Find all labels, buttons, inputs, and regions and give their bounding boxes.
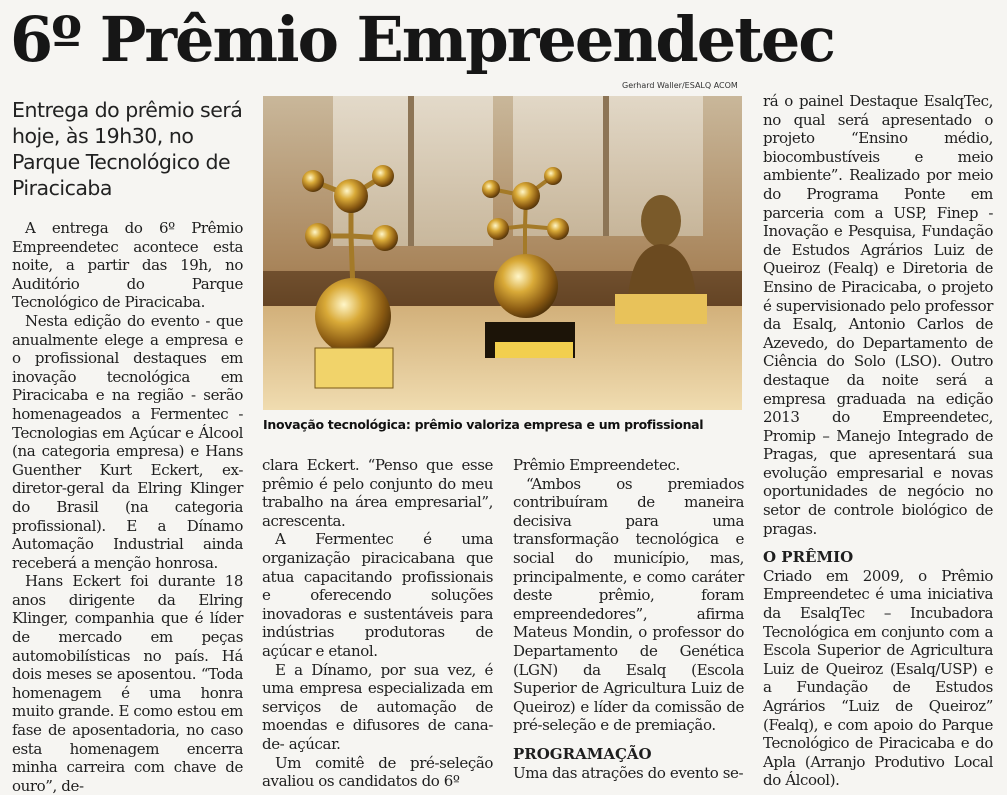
paragraph: A entrega do 6º Prêmio Empreendetec acontece esta noite, a partir das 19h, no Auditório do Parque Tecnológico de Piracicaba. xyxy=(12,219,243,312)
paragraph: rá o painel Destaque EsalqTec, no qual será apresentado o projeto “Ensino médio, biocombustíveis e meio ambiente”. Realizado por meio do Programa Ponte em parceria com a USP, Finep - Inovação e Pesquisa, Fundação de Estudos Agrários Luiz de Queiroz (Fealq) e Diretoria de Ensino de Piracicaba, o projeto é supervisionado pelo professor da Esalq, Antonio Carlos de Azevedo, do Departamento de Ciência do Solo (LSO). Outro destaque da noite será a empresa graduada na edição 2013 do Empreendetec, Promip – Manejo Integrado de Pragas, que apresentará sua evolução empresarial e novas oportunidades de negócio no setor de controle biológico de pragas. xyxy=(763,92,993,538)
paragraph: Prêmio Empreendetec. xyxy=(513,456,680,474)
paragraph: Hans Eckert foi durante 18 anos dirigente da Elring Klinger, companhia que é líder de mercado em peças automobilísticas no país. Há dois meses se aposentou. “Toda homenagem é uma honra muito grande. E como estou em fase de aposentadoria, no caso esta homenagem encerra minha carreira com chave de ouro”, de- xyxy=(12,572,243,795)
deck-subheadline: Entrega do prêmio será hoje, às 19h30, no Parque Tecnológico de Piracicaba xyxy=(12,98,243,200)
paragraph: Um comitê de pré-seleção avaliou os candidatos do 6º xyxy=(262,753,493,791)
paragraph: A Fermentec é uma organização piracicabana que atua capacitando profissionais e oferecendo soluções inovadoras e sustentáveis para indústrias produtoras de açúcar e etanol. xyxy=(262,530,493,660)
headline: 6º Prêmio Empreendetec xyxy=(10,3,835,76)
column-1 xyxy=(12,219,243,795)
trophy-photo xyxy=(263,96,742,410)
column-3 xyxy=(513,456,744,782)
photo-credit: Gerhard Waller/ESALQ ACOM xyxy=(622,81,738,90)
caption-rest: : prêmio valoriza empresa e um profissional xyxy=(405,417,704,432)
photo-caption xyxy=(263,417,753,433)
section-heading-programacao: PROGRAMAÇÃO xyxy=(513,744,652,763)
paragraph: E a Dínamo, por sua vez, é uma empresa especializada em serviços de automação de moendas e difusores de cana-de- açúcar. xyxy=(262,660,493,753)
paragraph: “Ambos os premiados contribuíram de maneira decisiva para uma transformação tecnológica e social do município, mas, principalmente, e como caráter deste prêmio, foram empreendedores”, afirma Mateus Mondin, o professor do Departamento de Genética (LGN) da Esalq (Escola Superior de Agricultura Luiz de Queiroz) e líder da comissão de pré-seleção e de premiação. xyxy=(513,474,744,735)
trophy-photo-illustration xyxy=(263,96,742,410)
paragraph: clara Eckert. “Penso que esse prêmio é pelo conjunto do meu trabalho na área empresarial”, acrescenta. xyxy=(262,456,493,530)
column-2 xyxy=(262,456,493,791)
column-4 xyxy=(763,92,993,790)
caption-bold: Inovação tecnológica xyxy=(263,417,406,432)
paragraph: Criado em 2009, o Prêmio Empreendetec é uma iniciativa da EsalqTec – Incubadora Tecnológica em conjunto com a Escola Superior de Agricultura Luiz de Queiroz (Esalq/USP) e a Fundação de Estudos Agrários “Luiz de Queiroz” (Fealq), e com apoio do Parque Tecnológico de Piracicaba e do Apla (Arranjo Produtivo Local do Álcool). xyxy=(763,566,993,790)
paragraph: Uma das atrações do evento se- xyxy=(513,763,744,782)
paragraph: Nesta edição do evento - que anualmente elege a empresa e o profissional destaques em inovação tecnológica em Piracicaba e na região - serão homenageados a Fermentec - Tecnologias em Açúcar e Álcool (na categoria empresa) e Hans Guenther Kurt Eckert, ex-diretor-geral da Elring Klinger do Brasil (na categoria profissional). E a Dínamo Automação Industrial ainda receberá a menção honrosa. xyxy=(12,311,243,572)
section-heading-o-premio: O PRÊMIO xyxy=(763,548,854,567)
